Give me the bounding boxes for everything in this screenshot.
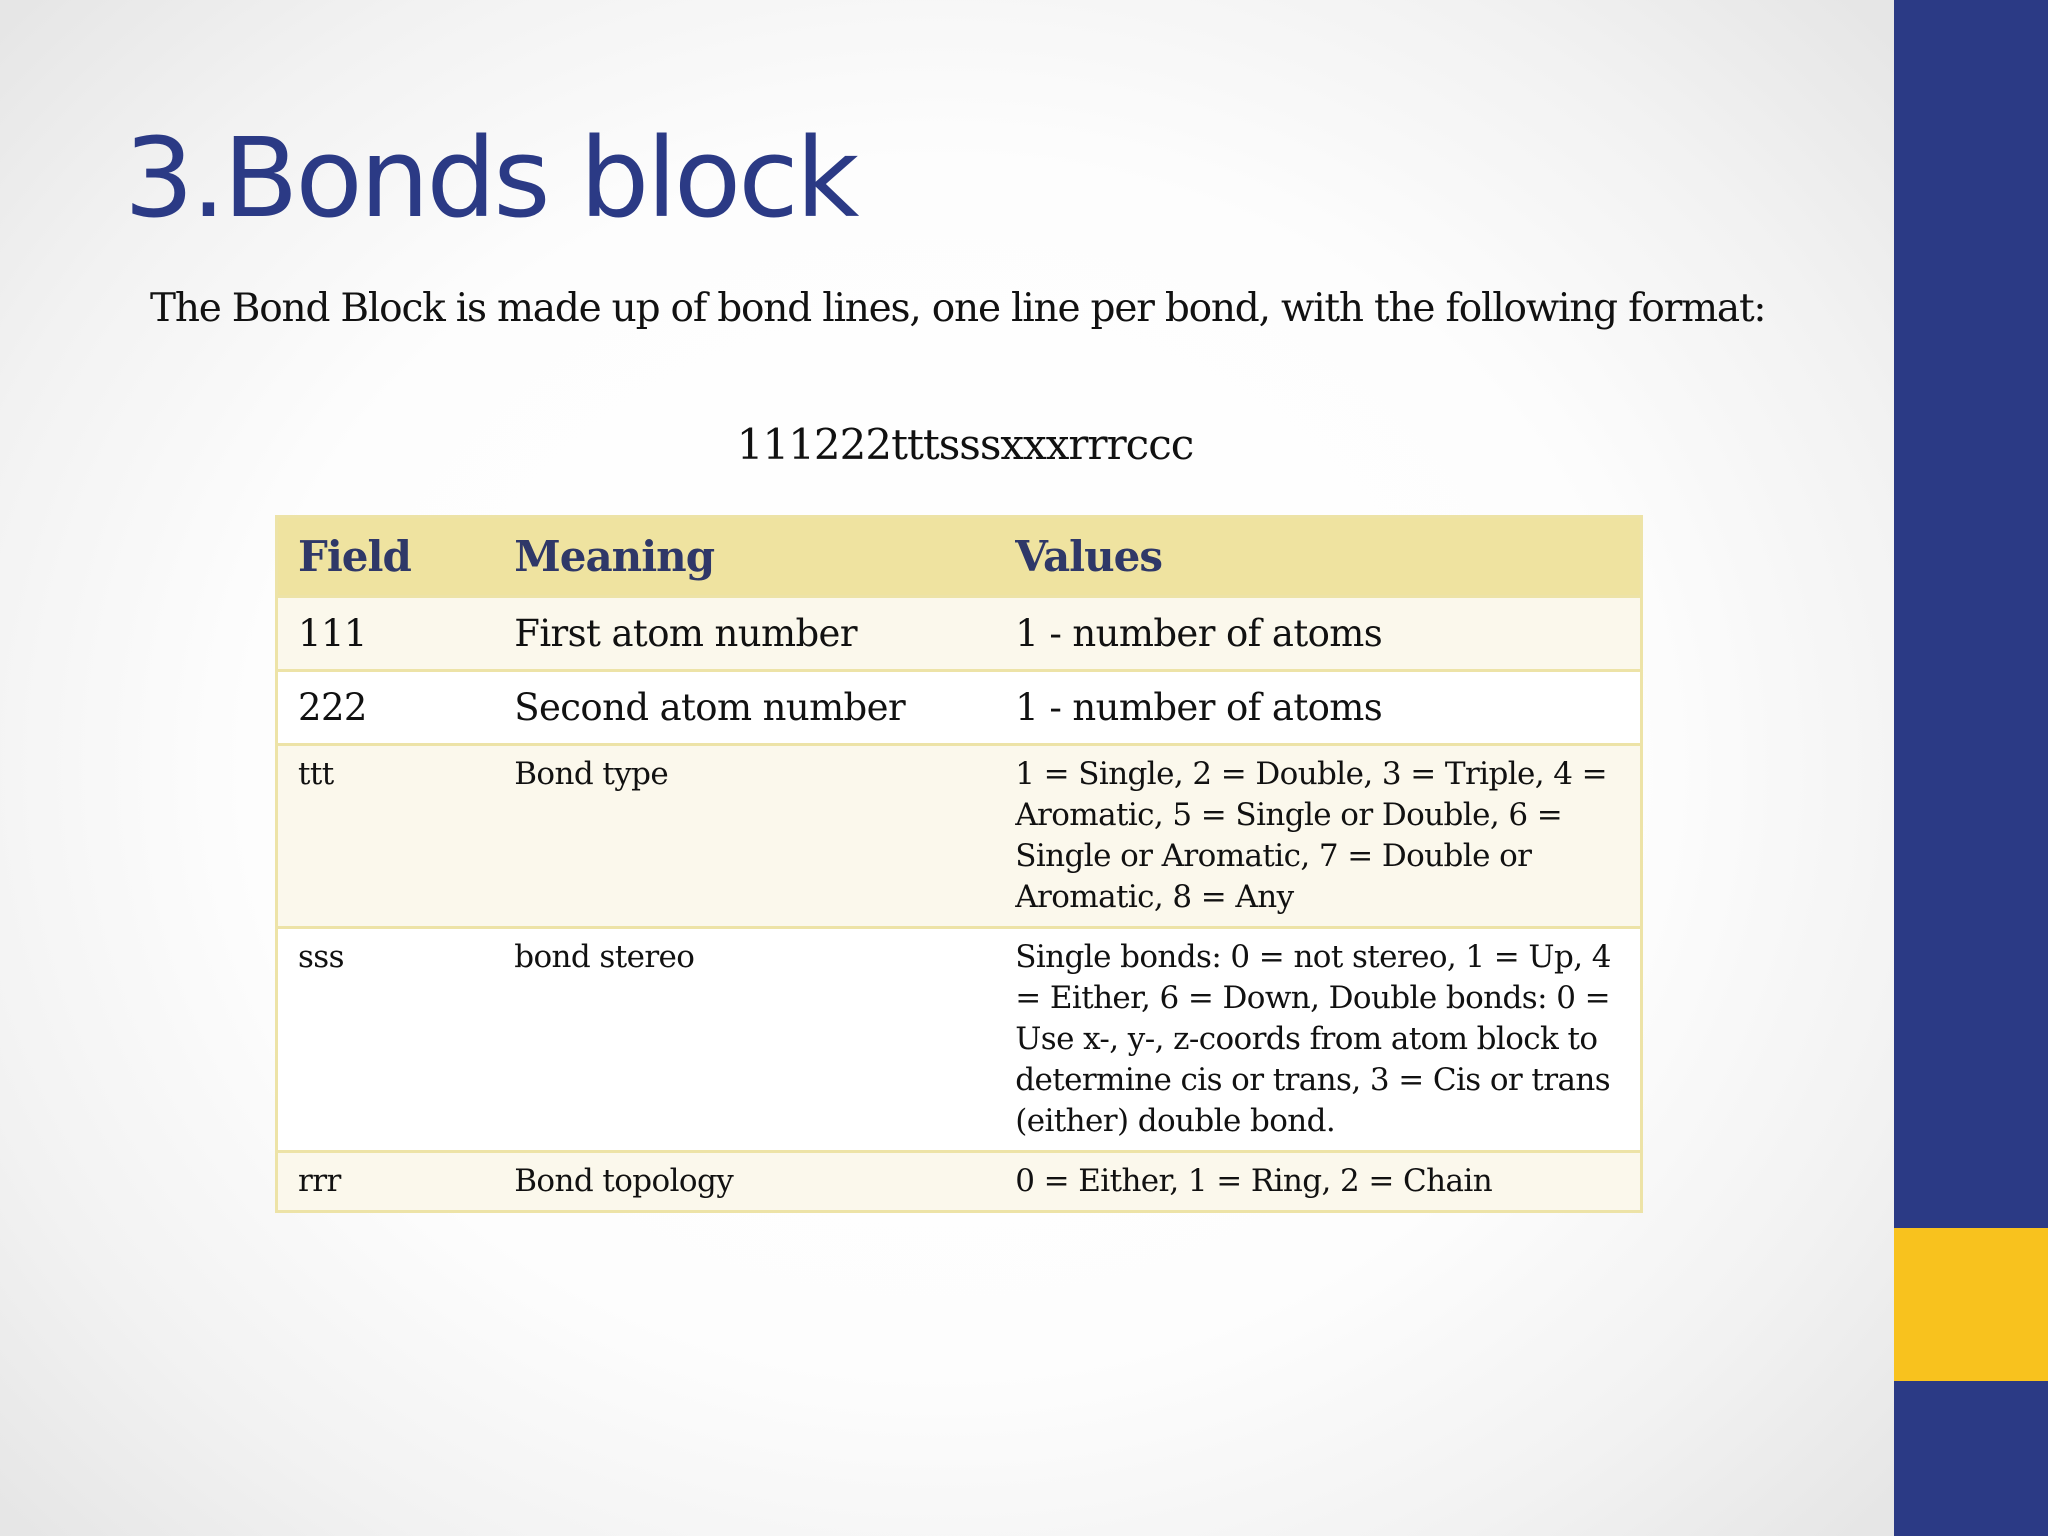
cell-field: rrr (277, 1152, 495, 1212)
slide-title: 3.Bonds block (124, 114, 857, 242)
header-meaning: Meaning (494, 517, 995, 597)
header-field: Field (277, 517, 495, 597)
cell-field: ttt (277, 745, 495, 928)
table-row (277, 1152, 1642, 1212)
table-header-row (277, 517, 1642, 597)
table-row (277, 928, 1642, 1152)
cell-values: Single bonds: 0 = not stereo, 1 = Up, 4 = Either, 6 = Down, Double bonds: 0 = Use x-, y-, z-coords from atom block to determine cis or trans, 3 = Cis or trans (either) double bond. (995, 928, 1641, 1152)
cell-field: 111 (277, 597, 495, 671)
cell-values: 1 - number of atoms (995, 597, 1641, 671)
cell-meaning: Bond topology (494, 1152, 995, 1212)
table-row (277, 597, 1642, 671)
cell-meaning: First atom number (494, 597, 995, 671)
cell-values: 1 - number of atoms (995, 671, 1641, 745)
header-values: Values (995, 517, 1641, 597)
bond-line-format: 111222tttsssxxxrrrccc (736, 420, 1194, 469)
cell-field: sss (277, 928, 495, 1152)
sidebar-accent-bar (1894, 1228, 2048, 1381)
table-row (277, 671, 1642, 745)
cell-field: 222 (277, 671, 495, 745)
cell-meaning: Second atom number (494, 671, 995, 745)
cell-values: 0 = Either, 1 = Ring, 2 = Chain (995, 1152, 1641, 1212)
cell-meaning: bond stereo (494, 928, 995, 1152)
slide-subtitle: The Bond Block is made up of bond lines, one line per bond, with the following format: (150, 286, 1766, 331)
table-row (277, 745, 1642, 928)
bonds-table (275, 515, 1643, 1213)
cell-values: 1 = Single, 2 = Double, 3 = Triple, 4 = Aromatic, 5 = Single or Double, 6 = Single or Aromatic, 7 = Double or Aromatic, 8 = Any (995, 745, 1641, 928)
cell-meaning: Bond type (494, 745, 995, 928)
